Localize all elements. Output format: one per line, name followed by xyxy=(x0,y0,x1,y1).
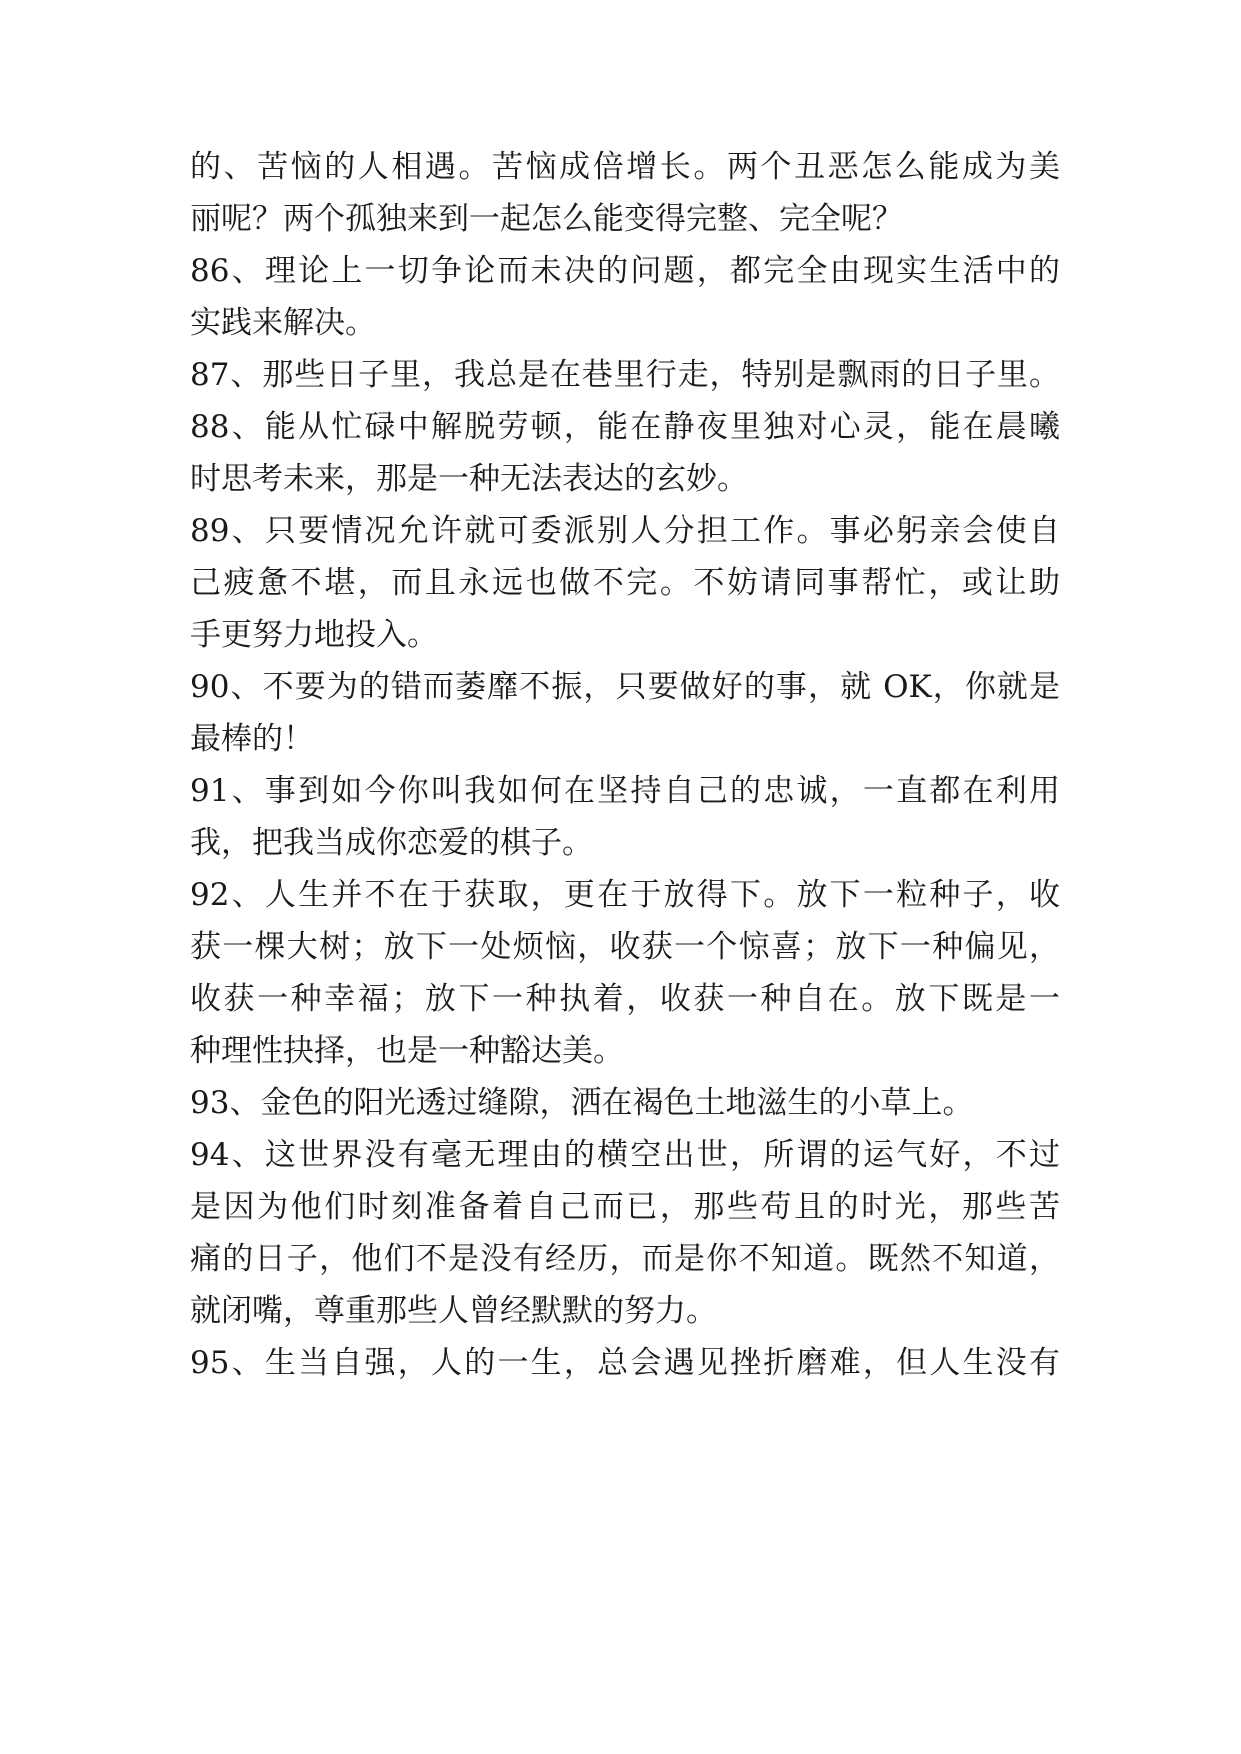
text-line: 95、生当自强，人的一生，总会遇见挫折磨难，但人生没有 xyxy=(190,1345,1060,1381)
text-line: 91、事到如今你叫我如何在坚持自己的忠诚，一直都在利用 xyxy=(190,773,1060,809)
text-line: 时思考未来，那是一种无法表达的玄妙。 xyxy=(190,461,748,497)
text-line: 87、那些日子里，我总是在巷里行走，特别是飘雨的日子里。 xyxy=(190,357,1060,393)
text-line: 90、不要为的错而萎靡不振，只要做好的事，就 OK，你就是 xyxy=(190,669,1060,705)
text-line: 88、能从忙碌中解脱劳顿，能在静夜里独对心灵，能在晨曦 xyxy=(190,409,1060,445)
text-line: 92、人生并不在于获取，更在于放得下。放下一粒种子，收 xyxy=(190,877,1060,913)
text-line: 的、苦恼的人相遇。苦恼成倍增长。两个丑恶怎么能成为美 xyxy=(190,149,1060,185)
text-line: 痛的日子，他们不是没有经历，而是你不知道。既然不知道， xyxy=(190,1241,1060,1277)
text-line: 我，把我当成你恋爱的棋子。 xyxy=(190,825,593,861)
text-line: 获一棵大树；放下一处烦恼，收获一个惊喜；放下一种偏见， xyxy=(190,929,1060,965)
text-line: 丽呢？两个孤独来到一起怎么能变得完整、完全呢？ xyxy=(190,201,903,237)
text-line: 89、只要情况允许就可委派别人分担工作。事必躬亲会使自 xyxy=(190,513,1060,549)
text-line: 实践来解决。 xyxy=(190,305,376,341)
text-line: 最棒的！ xyxy=(190,721,314,757)
text-line: 就闭嘴，尊重那些人曾经默默的努力。 xyxy=(190,1293,717,1329)
text-line: 94、这世界没有毫无理由的横空出世，所谓的运气好，不过 xyxy=(190,1137,1060,1173)
text-line: 86、理论上一切争论而未决的问题，都完全由现实生活中的 xyxy=(190,253,1060,289)
text-line: 种理性抉择，也是一种豁达美。 xyxy=(190,1033,624,1069)
text-line: 收获一种幸福；放下一种执着，收获一种自在。放下既是一 xyxy=(190,981,1060,1017)
text-line: 手更努力地投入。 xyxy=(190,617,438,653)
text-line: 己疲惫不堪，而且永远也做不完。不妨请同事帮忙，或让助 xyxy=(190,565,1060,601)
text-line: 是因为他们时刻准备着自己而已，那些苟且的时光，那些苦 xyxy=(190,1189,1060,1225)
text-line: 93、金色的阳光透过缝隙，洒在褐色土地滋生的小草上。 xyxy=(190,1085,974,1121)
